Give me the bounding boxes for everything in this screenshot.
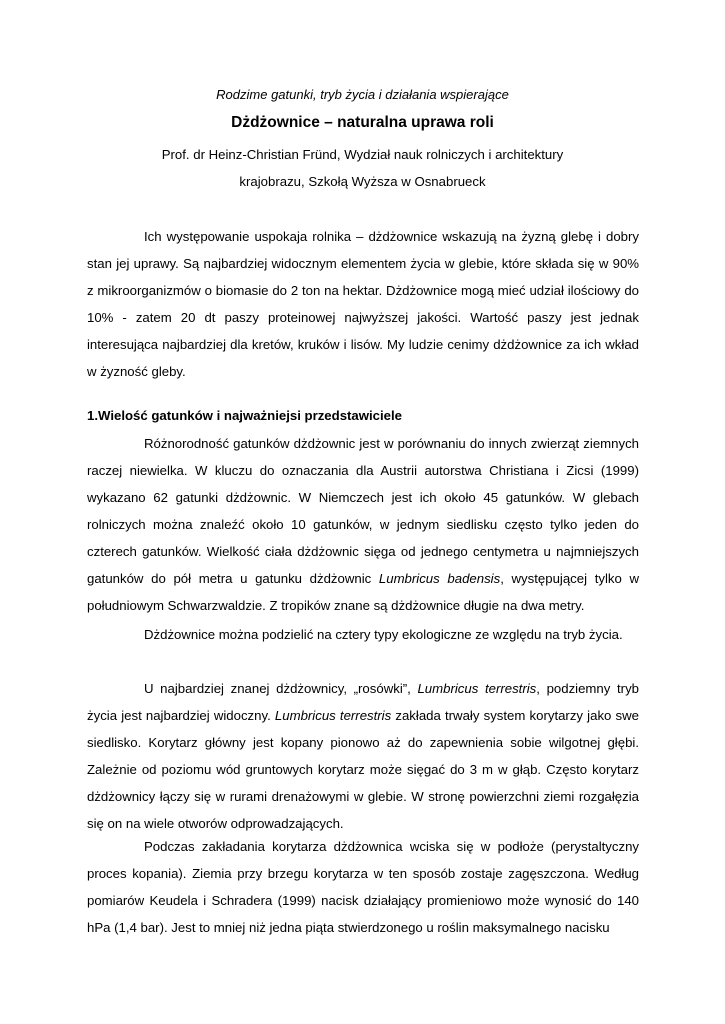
section-1-paragraph-3 bbox=[87, 675, 639, 837]
section-1-paragraph-4: Podczas zakładania korytarza dżdżownica wciska się w podłoże (perystaltyczny proces kopania). Ziemia przy brzegu korytarza w ten sposób zostaje zagęszczona. Według pomiarów Keudela i Schradera (1999) nacisk działający promieniowo może wynosić do 140 hPa (1,4 bar). Jest to mniej niż jedna piąta stwierdzonego u roślin maksymalnego nacisku bbox=[87, 839, 639, 935]
document-title: Dżdżownice – naturalna uprawa roli bbox=[231, 114, 494, 131]
species-name: Lumbricus terrestris bbox=[274, 708, 392, 723]
species-name: Lumbricus terrestris bbox=[417, 681, 537, 696]
paragraph-text: U najbardziej znanej dżdżownicy, „rosówki”, bbox=[144, 681, 418, 696]
paragraph-text: zakłada trwały system korytarzy jako swe siedlisko. Korytarz główny jest kopany pionowo aż do zapewnienia sobie wilgotnej głębi. Zależnie od poziomu wód gruntowych korytarz może sięgać do 3 m w głąb. Często korytarz dżdżownicy łączy się w rurami drenażowymi w glebie. W stronę powierzchni ziemi rozgałęzia się on na wiele otworów odprowadzających. bbox=[87, 708, 639, 831]
species-name: Lumbricus badensis bbox=[378, 571, 501, 586]
section-1-heading: 1.Wielość gatunków i najważniejsi przedstawiciele bbox=[87, 408, 403, 423]
section-1-paragraph-1 bbox=[87, 430, 639, 619]
section-1-paragraph-2: Dżdżownice można podzielić na cztery typy ekologiczne ze względu na tryb życia. bbox=[144, 627, 623, 642]
document-subtitle: Rodzime gatunki, tryb życia i działania wspierające bbox=[216, 87, 509, 102]
paragraph-text: Różnorodność gatunków dżdżownic jest w porównaniu do innych zwierząt ziemnych raczej niewielka. W kluczu do oznaczania dla Austrii autorstwa Christiana i Zicsi (1999) wykazano 62 gatunki dżdżownic. W Niemczech jest ich około 45 gatunków. W glebach rolniczych można znaleźć około 10 gatunków, w jednym siedlisku często tylko jeden do czterech gatunków. Wielkość ciała dżdżownic sięga od jednego centymetra u najmniejszych gatunków do pół metra u gatunku dżdżownic bbox=[87, 436, 639, 586]
paragraph-text: , występującej tylko w południowym Schwarzwaldzie. Z tropików znane są dżdżownice długie na dwa metry. bbox=[87, 571, 639, 613]
author-line-1: Prof. dr Heinz-Christian Fründ, Wydział nauk rolniczych i architektury bbox=[161, 147, 564, 162]
paragraph-text: , podziemny tryb życia jest najbardziej widoczny. bbox=[87, 681, 639, 723]
intro-paragraph: Ich występowanie uspokaja rolnika – dżdżownice wskazują na żyzną glebę i dobry stan jej uprawy. Są najbardziej widocznym elementem życia w glebie, które składa się w 90% z mikroorganizmów o biomasie do 2 ton na hektar. Dżdżownice mogą mieć udział ilościowy do 10% - zatem 20 dt paszy proteinowej najwyższej jakości. Wartość paszy jest jednak interesująca najbardziej dla kretów, kruków i lisów. My ludzie cenimy dżdżownice za ich wkład w żyzność gleby. bbox=[87, 229, 639, 379]
author-line-2: krajobrazu, Szkołą Wyższa w Osnabrueck bbox=[239, 174, 486, 189]
